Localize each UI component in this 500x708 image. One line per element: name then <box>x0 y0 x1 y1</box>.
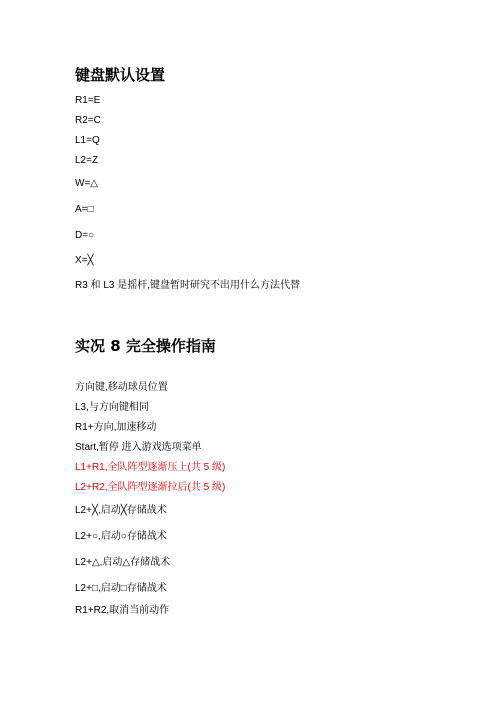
control-l2-triangle: L2+△,启动△存储战术 <box>75 557 171 568</box>
control-l2-circle: L2+○,启动○存储战术 <box>75 531 167 542</box>
section-title-keyboard-defaults: 键盘默认设置 <box>75 66 166 84</box>
control-l2-x: L2+╳,启动╳存储战术 <box>75 505 167 516</box>
control-l2-r2: L2+R2,全队阵型逐渐拉后(共 5 级) <box>75 482 226 493</box>
key-mapping-a: A=□ <box>75 204 94 215</box>
key-mapping-w: W=△ <box>75 178 98 189</box>
section-title-controls-guide: 实况 8 完全操作指南 <box>75 337 216 355</box>
control-l2-square: L2+□,启动□存储战术 <box>75 583 167 594</box>
control-direction-keys: 方向键,移动球员位置 <box>75 382 168 393</box>
key-mapping-r1: R1=E <box>75 95 101 106</box>
control-r1-direction: R1+方向,加速移动 <box>75 422 157 433</box>
control-l1-r1: L1+R1,全队阵型逐渐压上(共 5 级) <box>75 462 226 473</box>
control-l3: L3,与方向键相同 <box>75 402 149 413</box>
joystick-note: R3 和 L3 是摇杆,键盘暂时研究不出用什么方法代替 <box>75 280 301 291</box>
key-mapping-r2: R2=C <box>75 115 101 126</box>
key-mapping-l1: L1=Q <box>75 135 100 146</box>
control-r1-r2: R1+R2,取消当前动作 <box>75 605 170 616</box>
key-mapping-l2: L2=Z <box>75 155 99 166</box>
key-mapping-x: X=╳ <box>75 255 94 266</box>
key-mapping-d: D=○ <box>75 230 95 241</box>
control-start: Start,暂停 进入游戏选项菜单 <box>75 442 202 453</box>
